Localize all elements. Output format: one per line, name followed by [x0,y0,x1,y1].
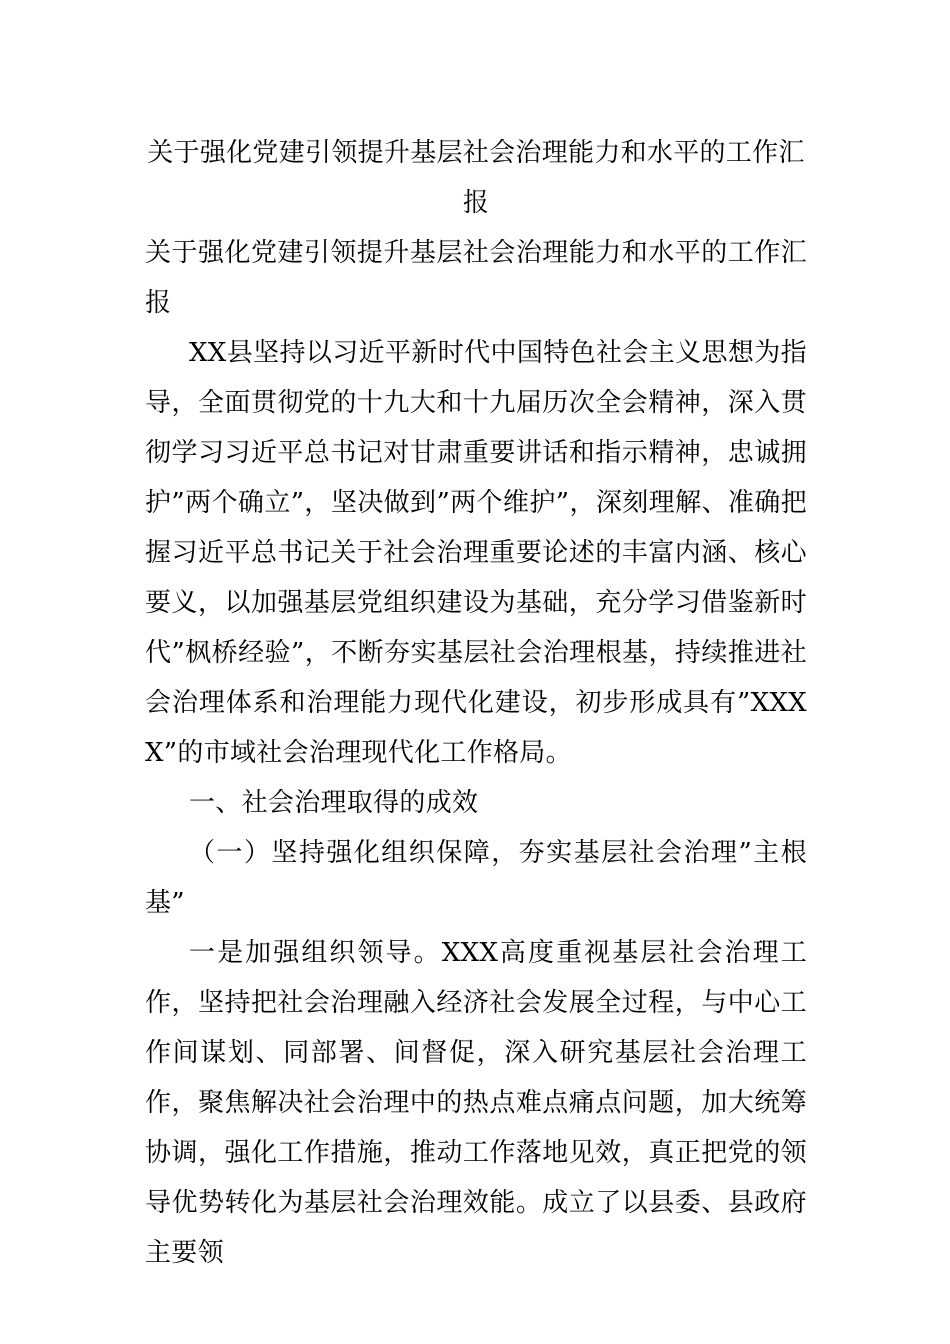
section-heading: 一、社会治理取得的成效 [189,788,479,818]
document-subtitle: 关于强化党建引领提升基层社会治理能力和水平的工作汇报 [145,238,807,318]
subsection-heading: （一）坚持强化组织保障，夯实基层社会治理”主根基” [145,838,807,918]
document-title: 关于强化党建引领提升基层社会治理能力和水平的工作汇报 [147,138,805,218]
body-paragraph: 一是加强组织领导。XXX高度重视基层社会治理工作，坚持把社会治理融入经济社会发展全过程，与中心工作间谋划、同部署、间督促，深入研究基层社会治理工作，聚焦解决社会治理中的热点难点痛点问题，加大统筹协调，强化工作措施，推动工作落地见效，真正把党的领导优势转化为基层社会治理效能。成立了以县委、县政府主要领 [145,938,807,1268]
intro-paragraph: XX县坚持以习近平新时代中国特色社会主义思想为指导，全面贯彻党的十九大和十九届历次全会精神，深入贯彻学习习近平总书记对甘肃重要讲话和指示精神，忠诚拥护”两个确立”，坚决做到”两个维护”，深刻理解、准确把握习近平总书记关于社会治理重要论述的丰富内涵、核心要义，以加强基层党组织建设为基础，充分学习借鉴新时代”枫桥经验”，不断夯实基层社会治理根基，持续推进社会治理体系和治理能力现代化建设，初步形成具有”XXXX”的市域社会治理现代化工作格局。 [145,338,807,768]
